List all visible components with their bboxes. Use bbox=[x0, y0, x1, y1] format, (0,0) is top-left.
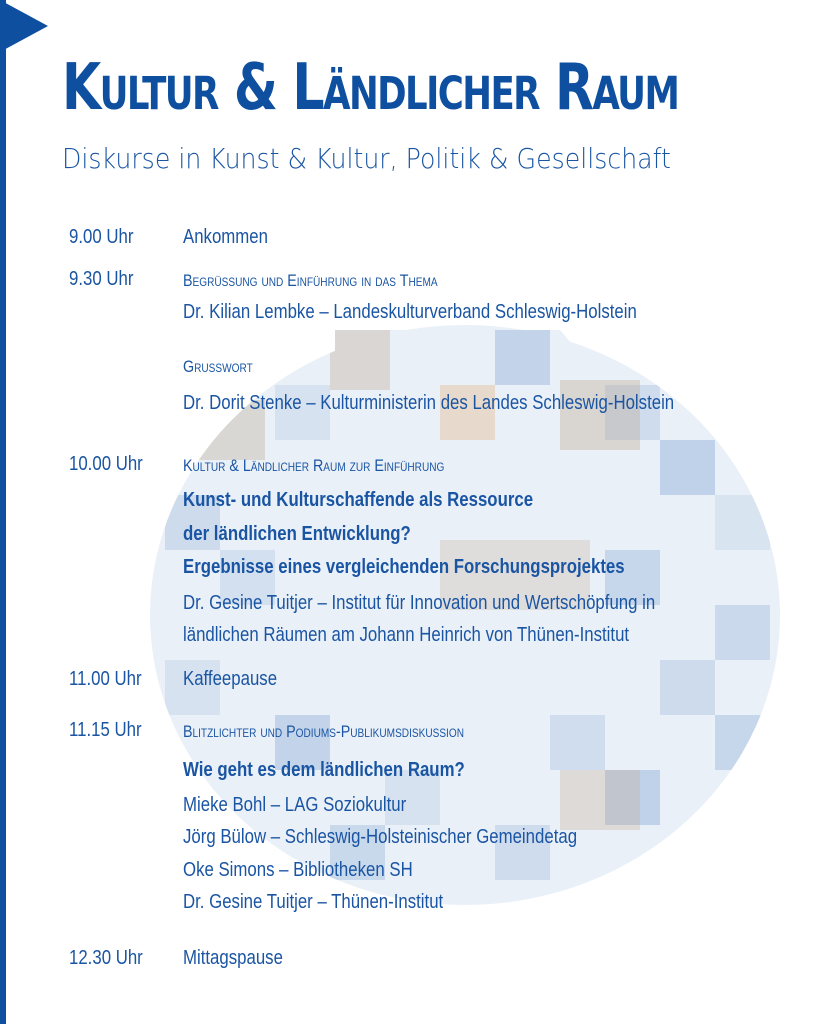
agenda-speaker: ländlichen Räumen am Johann Heinrich von Thünen-Institut bbox=[183, 624, 630, 646]
agenda-panelist: Oke Simons – Bibliotheken SH bbox=[183, 859, 413, 881]
agenda-talk-title: Kunst- und Kulturschaffende als Ressource bbox=[183, 489, 534, 511]
agenda-talk-title: Ergebnisse eines vergleichenden Forschungsprojektes bbox=[183, 556, 625, 578]
agenda-speaker: Dr. Dorit Stenke – Kulturministerin des Landes Schleswig-Holstein bbox=[183, 392, 675, 414]
agenda-item-lunch: Mittagspause bbox=[183, 947, 283, 969]
agenda-section-heading: Blitzlichter und Podiums-Publikumsdiskussion bbox=[183, 722, 464, 741]
time-slot-1000: 10.00 Uhr bbox=[69, 453, 143, 475]
time-slot-930: 9.30 Uhr bbox=[69, 268, 134, 290]
time-slot-1230: 12.30 Uhr bbox=[69, 947, 143, 969]
agenda-talk-title: der ländlichen Entwicklung? bbox=[183, 523, 411, 545]
agenda-speaker: Dr. Gesine Tuitjer – Institut für Innovation und Wertschöpfung in bbox=[183, 592, 656, 614]
agenda-panelist: Dr. Gesine Tuitjer – Thünen-Institut bbox=[183, 891, 444, 913]
agenda-item-break: Kaffeepause bbox=[183, 668, 278, 690]
page-title: Kultur & Ländlicher Raum bbox=[62, 51, 679, 125]
time-slot-900: 9.00 Uhr bbox=[69, 226, 134, 248]
page-subtitle: Diskurse in Kunst & Kultur, Politik & Gesellschaft bbox=[62, 142, 671, 175]
time-slot-1100: 11.00 Uhr bbox=[69, 668, 142, 690]
agenda-panelist: Jörg Bülow – Schleswig-Holsteinischer Gemeindetag bbox=[183, 826, 578, 848]
agenda-talk-title: Wie geht es dem ländlichen Raum? bbox=[183, 759, 465, 781]
agenda-speaker: Dr. Kilian Lembke – Landeskulturverband Schleswig-Holstein bbox=[183, 301, 637, 323]
agenda-section-heading: Kultur & Ländlicher Raum zur Einführung bbox=[183, 456, 445, 475]
agenda-section-heading: Begrüßung und Einführung in das Thema bbox=[183, 271, 438, 290]
agenda-item-arrival: Ankommen bbox=[183, 226, 268, 248]
time-slot-1115: 11.15 Uhr bbox=[69, 719, 142, 741]
agenda-section-heading: Grußwort bbox=[183, 357, 253, 376]
agenda-panelist: Mieke Bohl – LAG Soziokultur bbox=[183, 794, 407, 816]
